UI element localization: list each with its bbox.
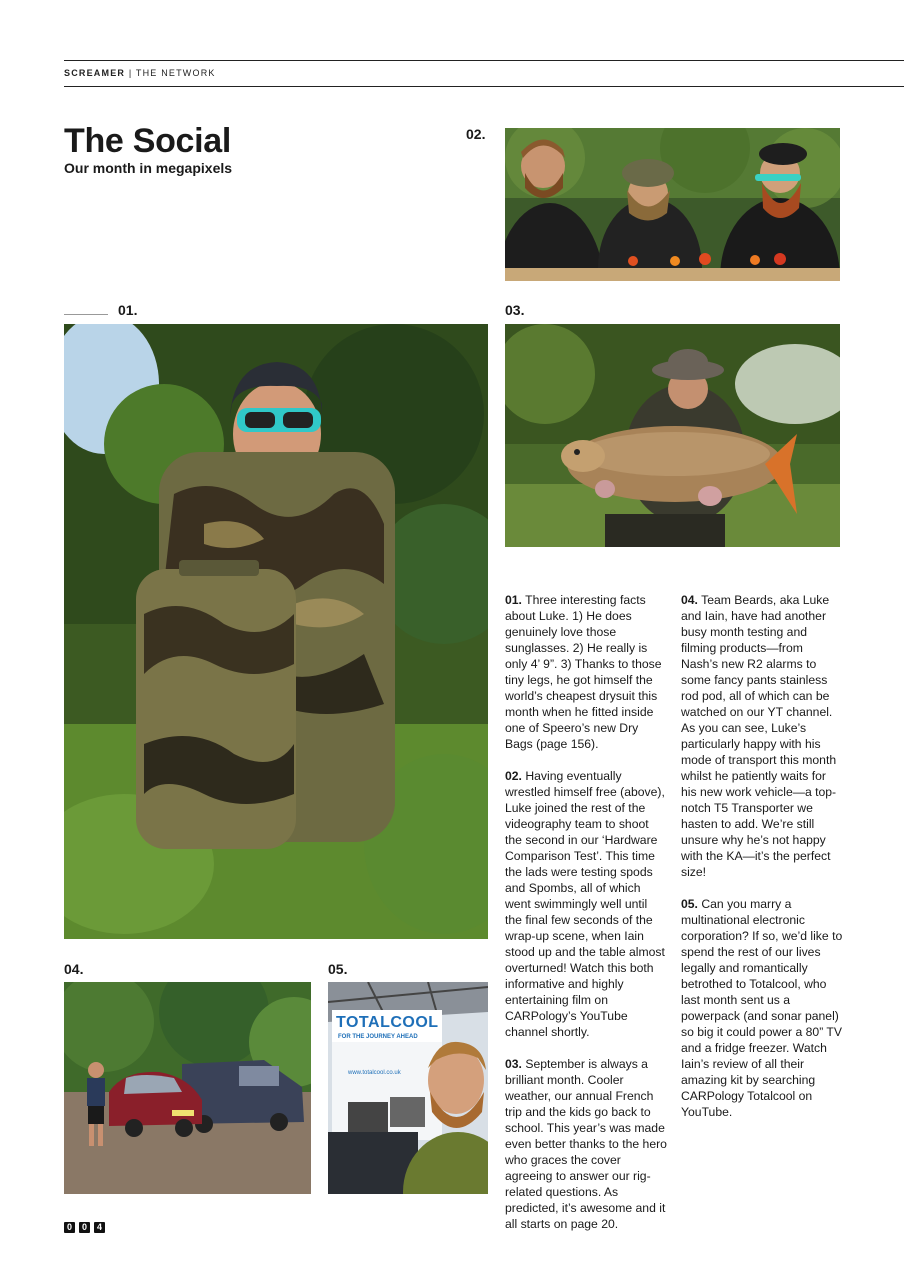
totalcool-sign-slogan: FOR THE JOURNEY AHEAD [338,1034,418,1040]
photo-04-luke-with-ka [64,982,311,1194]
caption-03: 03. September is always a brilliant month. Cooler weather, our annual French trip and the kids go back to school. This year’s was made even better thanks to the hero who graces the cover agreeing to answer our rig-related questions. As predicted, it’s awesome and it all starts on page 20. [505,1057,667,1231]
totalcool-sign-url: www.totalcool.co.uk [348,1070,401,1076]
photo-label-04: 04. [64,961,84,977]
running-header [64,68,216,78]
photo-label-01: 01. [118,302,138,318]
page-title: The Social [64,122,232,160]
caption-05: 05. Can you marry a multinational electronic corporation? If so, we’d like to spend the rest of our lives legally and romantically betrothed to Totalcool, who last month sent us a powerpack (and sonar panel) so big it could power a 80” TV and a fridge freezer. Watch Iain’s review of all their amazing kit by searching CARPology Totalcool on YouTube. [681,897,843,1119]
page-subtitle: Our month in megapixels [64,160,233,176]
photo-01-luke-dry-bag [64,324,488,939]
page-number-digit: 0 [79,1222,90,1233]
caption-01: 01. Three interesting facts about Luke. 1) He does genuinely love those sunglasses. 2) He really is only 4’ 9”. 3) Thanks to those tiny legs, he got himself the world’s cheapest drysuit this month when he fitted inside one of Speero’s new Dry Bags (page 156). [505,593,662,751]
header-rule-top [64,60,904,61]
caption-column-right [681,592,843,1136]
totalcool-sign-brand: TOTALCOOL [336,1014,439,1031]
photo-label-02: 02. [466,126,486,142]
caption-column-left [505,592,667,1248]
brand-name: SCREAMER [64,68,126,78]
caption-04: 04. Team Beards, aka Luke and Iain, have had another busy month testing and filming products—from Nash’s new R2 alarms to some fancy pants stainless rod pod, all of which can be watched on our YT channel. As you can see, Luke’s particularly happy with his mode of transport this month whilst he patiently waits for his new work vehicle—a top-notch T5 Transporter we hasten to add. We’re still unsure why he’s not happy with the KA—it’s the perfect size! [681,593,837,879]
photo-03-carp-catch [505,324,840,547]
header-rule-bottom [64,86,904,87]
photo-02-team-at-table [505,128,840,281]
caption-02: 02. Having eventually wrestled himself free (above), Luke joined the rest of the videography team to shoot the second in our ‘Hardware Comparison Test’. This time the lads were testing spods and Spombs, all of which went swimmingly well until the final few seconds of the wrap-up scene, when Iain stood up and the table almost overturned! Watch this both informative and highly entertaining film on CARPology’s YouTube channel shortly. [505,769,665,1039]
photo-label-03: 03. [505,302,525,318]
page-number-digit: 0 [64,1222,75,1233]
page-number [64,1222,105,1233]
label-rule [64,314,108,315]
photo-05-totalcool-selfie [328,982,488,1194]
page-number-digit: 4 [94,1222,105,1233]
section-name: THE NETWORK [135,68,216,78]
photo-label-05: 05. [328,961,348,977]
header-separator: | [128,68,133,78]
